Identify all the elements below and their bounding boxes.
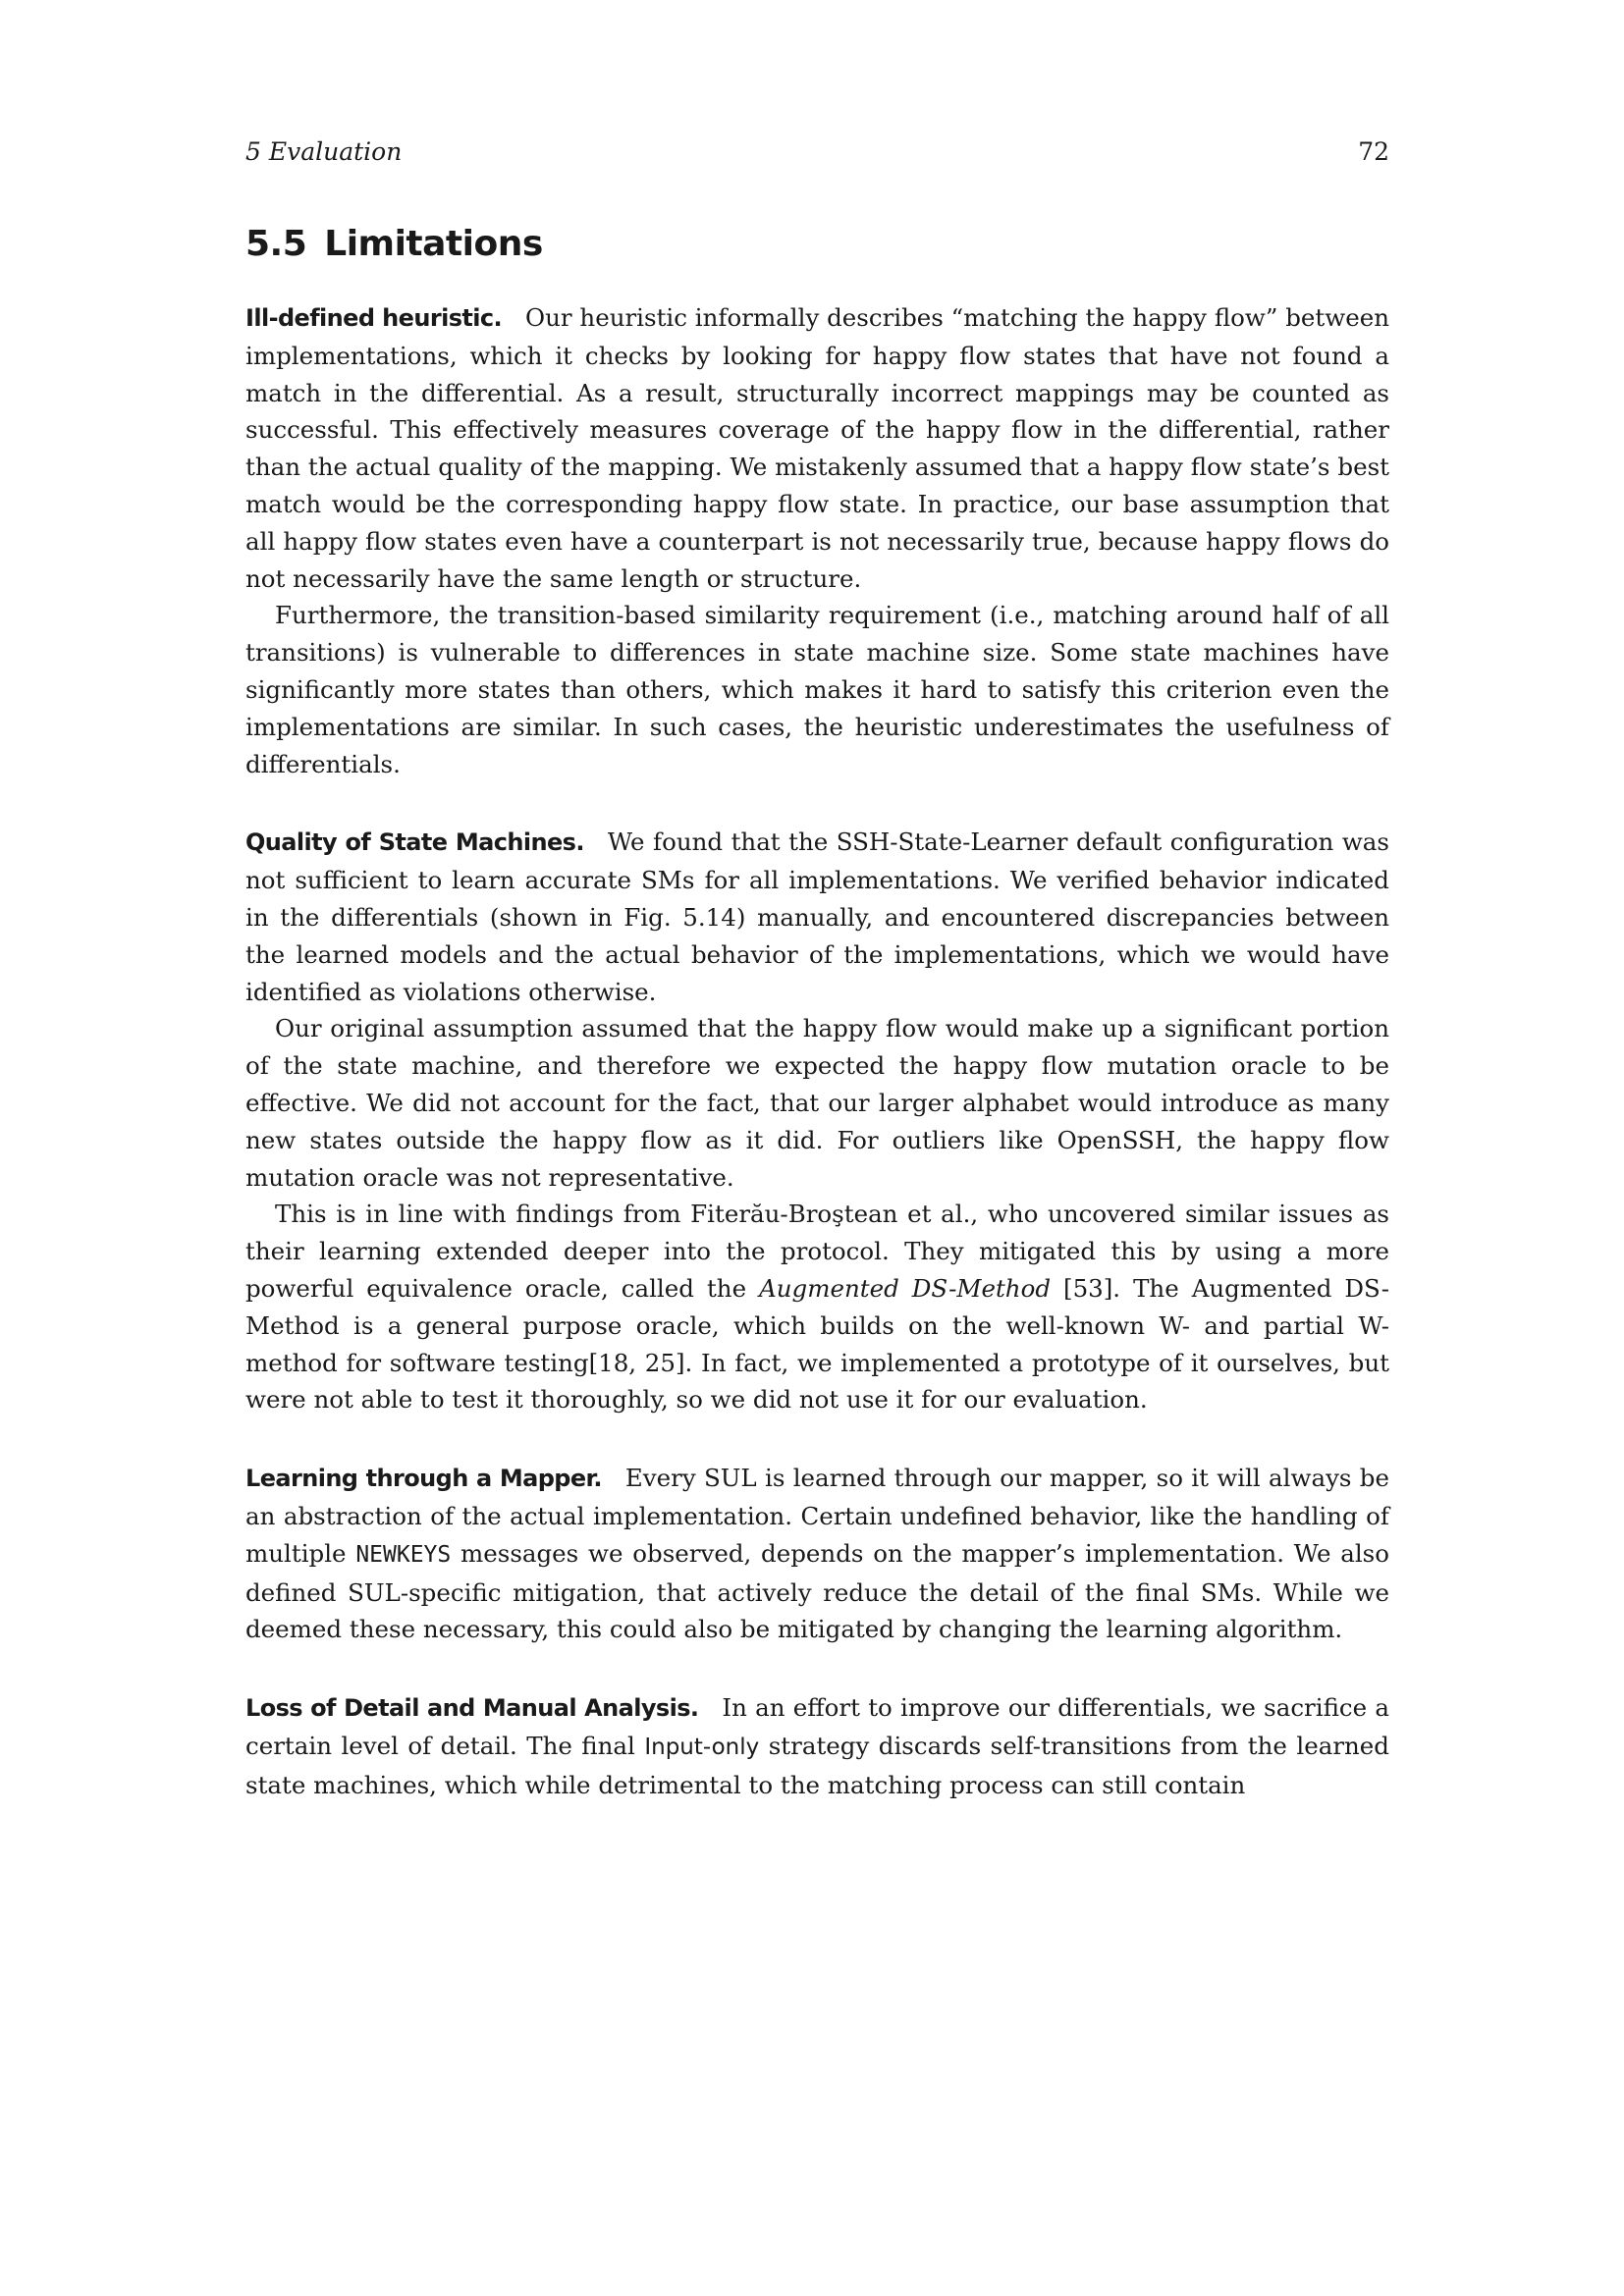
paragraph-text: Every SUL is learned through our mapper, so it will always be an abstraction of the actual implementation. Certain undefined behavior, like the handling of multiple	[245, 1464, 1389, 1568]
paragraph-group-learning-through-mapper	[245, 1460, 1389, 1648]
paragraph-text: messages we observed, depends on the mapper’s implementation. We also defined SUL-specific mitigation, that actively reduce the detail of the final SMs. While we deemed these necessary, this could also be mitigated by changing the learning algorithm.	[245, 1538, 1389, 1644]
chapter-title: 5 Evaluation	[245, 137, 403, 166]
section-heading	[245, 224, 543, 264]
running-header	[245, 137, 1389, 173]
paragraph-text: [53]. The Augmented DS-Method is a general purpose oracle, which builds on the well-known W- and partial W-method for software testing[18, 25]. In fact, we implemented a prototype of it ourselves, but were not able to test it thoroughly, so we did not use it for our evaluation.	[245, 1273, 1389, 1415]
paragraph-text: Our heuristic informally describes “matching the happy flow” between implementations, which it checks by looking for happy flow states that have not found a match in the differential. As a result, structurally incorrect mappings may be counted as successful. This effectively measures coverage of the happy flow in the differential, rather than the actual quality of the mapping. We mistakenly assumed that a happy flow state’s best match would be the corresponding happy flow state. In practice, our base assumption that all happy flow states even have a counterpart is not necessarily true, because happy flows do not necessarily have the same length or structure.	[245, 303, 1389, 593]
code-term: NEWKEYS	[355, 1541, 452, 1568]
paragraph: Furthermore, the transition-based similarity requirement (i.e., matching around half of all transitions) is vulnerable to differences in state machine size. Some state machines have significantly more states than others, which makes it hard to satisfy this criterion even the implementations are similar. In such cases, the heuristic underestimates the usefulness of differentials.	[245, 601, 1389, 778]
paragraph-group-quality-of-state-machines	[245, 824, 1389, 1418]
paragraph	[245, 1196, 1389, 1418]
paragraph-heading: Ill-defined heuristic.	[245, 304, 503, 332]
paragraph-heading: Loss of Detail and Manual Analysis.	[245, 1694, 699, 1723]
page-number: 72	[1358, 137, 1389, 166]
paragraph-heading: Quality of State Machines.	[245, 828, 584, 857]
section-title: Limitations	[324, 224, 543, 264]
section-body	[245, 299, 1389, 1803]
paragraph-text: strategy discards self-transitions from the learned state machines, which while detrimental to the matching process can still contain	[245, 1731, 1389, 1799]
paragraph-text: In an effort to improve our differentials, we sacrifice a certain level of detail. The final	[245, 1693, 1390, 1760]
paragraph-group-ill-defined-heuristic	[245, 299, 1389, 782]
paragraph	[245, 824, 1389, 1010]
paragraph	[245, 299, 1389, 597]
paragraph	[245, 1460, 1389, 1648]
paragraph: Our original assumption assumed that the happy flow would make up a significant portion of the state machine, and therefore we expected the happy flow mutation oracle to be effective. We did not account for the fact, that our larger alphabet would introduce as many new states outside the happy flow as it did. For outliers like OpenSSH, the happy flow mutation oracle was not representative.	[245, 1014, 1389, 1192]
paragraph-text: We found that the SSH-State-Learner default configuration was not sufficient to learn accurate SMs for all implementations. We verified behavior indicated in the differentials (shown in Fig. 5.14) manually, and encountered discrepancies between the learned models and the actual behavior of the implementations, which we would have identified as violations otherwise.	[245, 828, 1389, 1006]
paragraph-group-loss-of-detail	[245, 1689, 1389, 1803]
method-name: Augmented DS-Method	[759, 1273, 1052, 1303]
strategy-name: Input-only	[644, 1734, 760, 1760]
paragraph-text: This is in line with findings from Fiterău-Broştean et al., who uncovered similar issues as their learning extended deeper into the protocol. They mitigated this by using a more powerful equivalence oracle, called the	[245, 1200, 1389, 1303]
paragraph-heading: Learning through a Mapper.	[245, 1465, 602, 1493]
paragraph	[245, 1689, 1389, 1803]
section-number: 5.5	[245, 224, 307, 264]
